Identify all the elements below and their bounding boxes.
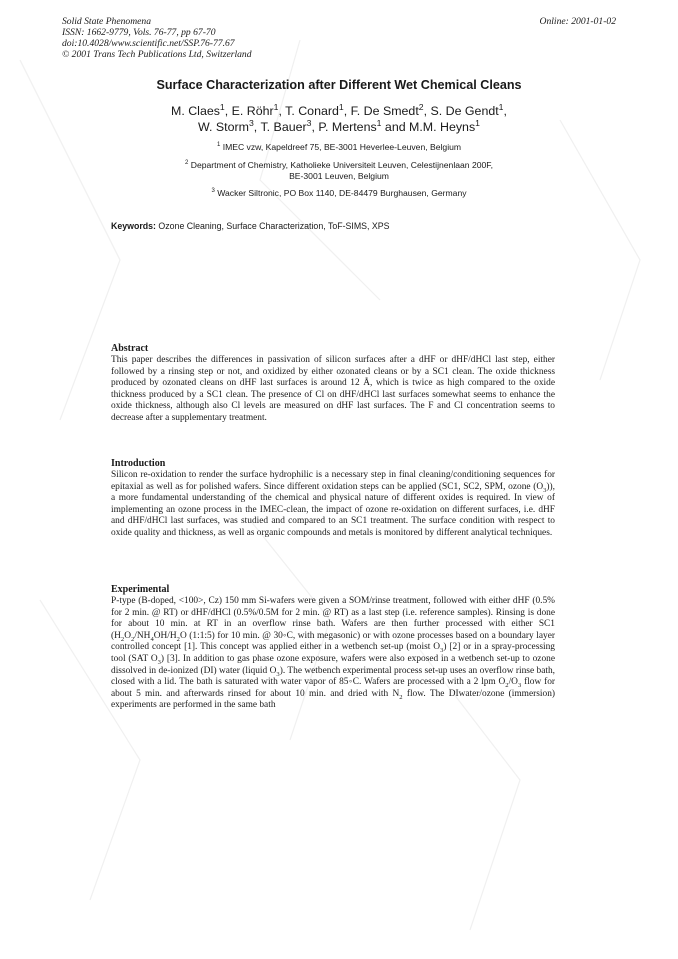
author-name: E. Röhr$^1$ (231, 101, 279, 118)
author-list: M. Claes$^1$, E. Röhr$^1$, T. Conard$^1$, F. De Smedt$^2$, S. De Gendt$^1$, W. Storm$^3$, T. Bauer$^3$, P. Mertens$^1$ and M.M. Heyns$^1$ (171, 101, 507, 134)
affiliation-3: $^3$ Wacker Siltronic, PO Box 1140, DE-84479 Burghausen, Germany (211, 188, 467, 198)
abstract-heading: Abstract (111, 343, 149, 354)
journal-issn: ISSN: 1662-9779, Vols. 76-77, pp 67-70 (62, 27, 216, 38)
affiliation-1: $^1$ IMEC vzw, Kapeldreef 75, BE-3001 Heverlee-Leuven, Belgium (216, 142, 462, 152)
introduction-heading: Introduction (111, 458, 166, 469)
author-name: F. De Smedt$^2$ (350, 101, 424, 118)
affiliation-2: $^2$ Department of Chemistry, Katholieke Universiteit Leuven, Celestijnenlaan 200F, BE-3001 Leuven, Belgium (185, 160, 493, 181)
keywords (111, 221, 390, 231)
author-name: M.M. Heyns$^1$ (409, 117, 480, 134)
author-name: T. Conard$^1$ (285, 101, 344, 118)
author-name: W. Storm$^3$ (198, 117, 254, 134)
experimental-heading: Experimental (111, 584, 170, 595)
abstract-text: This paper describes the differences in passivation of silicon surfaces after a dHF or dHF/dHCl last step, either followed by a rinsing step or not, and oxidized by either ozonated cleans or by a SC1 clean. The oxide thickness produced by ozonated cleans on dHF last surfaces is around 12 Å, which is twice as high compared to the oxide thickness produced by a SC1 clean. The presence of Cl on dHF/dHCl last surfaces somewhat seems to enhance the oxide thickness, although also Cl levels are measured on dHF last surfaces. The F and Cl concentration seems to decrease after a supplementary treatment. (111, 355, 555, 423)
author-name: T. Bauer$^3$ (260, 117, 312, 134)
keywords-label: Keywords: (111, 221, 156, 231)
abstract-section (111, 343, 555, 425)
experimental-text: P-type (B-doped, <100>, Cz) 150 mm Si-wafers were given a SOM/rinse treatment, followed with either dHF (0.5% for 2 min. @ RT) or dHF/dHCl (0.5%/0.5M for 2 min. @ RT) as a last step (i.e. reference samples). Rinsing is done for about 10 min. at RT in an overflow rinse bath. Wafers are then further processed with either SC1 ($H_2O_2/NH_4OH/H_2O$ (1:1:5) for 10 min. @ 30◦C, with megasonic) or with ozone processes based on a boundary layer controlled concept [1]. This concept was applied either in a wetbench set-up (moist $O_3$) [2] or in a spray-processing tool (SAT $O_3$) [3]. In addition to gas phase ozone exposure, wafers were also exposed in a wetbench set-up to ozone dissolved in de-ionized (DI) water (liquid $O_3$). The wetbench experimental process set-up uses an overflow rinse bath, closed with a lid. The bath is saturated with water vapor of 85◦C. Wafers are processed with a 2 lpm $O_2/O_3$ flow for about 5 min. and afterwards rinsed for about 10 min. and dried with $N_2$ flow. The DIwater/ozone (immersion) experiments are performed in the same bath (111, 596, 556, 711)
journal-header (62, 16, 252, 60)
introduction-section (111, 458, 555, 540)
experimental-section (111, 584, 555, 712)
journal-doi: doi:10.4028/www.scientific.net/SSP.76-77.67 (62, 38, 235, 49)
online-date: Online: 2001-01-02 (539, 16, 616, 27)
author-name: M. Claes$^1$ (171, 101, 225, 118)
author-name: S. De Gendt$^1$ (430, 101, 504, 118)
author-name: P. Mertens$^1$ (318, 117, 382, 134)
journal-copyright: © 2001 Trans Tech Publications Ltd, Switzerland (62, 49, 252, 60)
introduction-text: Silicon re-oxidation to render the surface hydrophilic is a necessary step in final cleaning/conditioning sequences for epitaxial as well as for polished wafers. Since different oxidation steps can be applied (SC1, SC2, SPM, ozone $(O_3)$), a more fundamental understanding of the chemical and physical nature of different oxides is required. In view of implementing an ozone process in the IMEC-clean, the impact of ozone re-oxidation on different surfaces, i.e. dHF and dHF/dHCl last surfaces, was studied and compared to an SC1 treatment. The surface condition with respect to oxide quality and thickness, as well as organic compounds and metals is monitored by different analytical techniques. (111, 470, 555, 538)
journal-name: Solid State Phenomena (62, 16, 151, 27)
keywords-text: Ozone Cleaning, Surface Characterization, ToF-SIMS, XPS (155, 221, 390, 231)
paper-title: Surface Characterization after Different Wet Chemical Cleans (156, 78, 522, 92)
